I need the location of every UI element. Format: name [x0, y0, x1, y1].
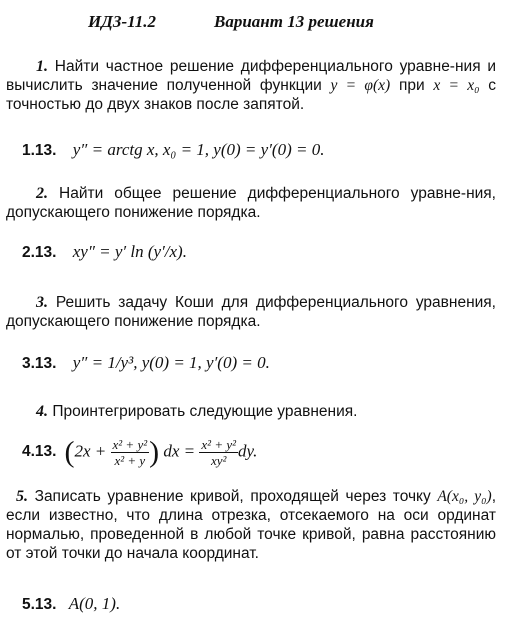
problem-4-13 — [22, 430, 257, 474]
task-1-text: 1. Найти частное решение дифференциального уравне-ния и вычислить значение полученной функции y = φ(x) при x = x₀ с точностью до двух знаков после запятой. — [6, 58, 497, 113]
task-1-number: 1. — [36, 58, 48, 75]
problem-label: 2.13. — [22, 244, 57, 261]
task-4-text: 4. Проинтегрировать следующие уравнения. — [36, 403, 358, 420]
assignment-code: ИДЗ-11.2 — [88, 12, 156, 31]
problem-label: 1.13. — [22, 142, 57, 159]
task-3-text: 3. Решить задачу Коши для дифференциального уравнения, допускающего понижение порядка. — [6, 294, 496, 330]
task-4-number: 4. — [36, 403, 48, 420]
problem-expression: A(0, 1). — [68, 594, 121, 613]
problem-expression: (2x + $\frac{\text{x² + y²}}{\text{x² + y}}$ ) dx = $\frac{\text{x² + y²}}{\text{xy²}}$ dy. — [64, 435, 258, 468]
problem-label: 4.13. — [22, 443, 57, 460]
problem-expression: xy″ = y′ ln (y′/x). — [72, 242, 187, 261]
task-5-number: 5. — [16, 488, 28, 505]
page-header — [0, 10, 529, 34]
problem-2-13 — [22, 242, 187, 262]
task-2-text: 2. Найти общее решение дифференциального уравне-ния, допускающего понижение порядка. — [6, 185, 496, 221]
problem-expression: y″ = 1/y³, y(0) = 1, y′(0) = 0. — [72, 353, 270, 372]
variant-title: Вариант 13 решения — [214, 12, 374, 31]
problem-label: 5.13. — [22, 596, 57, 613]
problem-label: 3.13. — [22, 355, 57, 372]
problem-3-13 — [22, 353, 270, 373]
problem-1-13 — [22, 140, 324, 160]
problem-5-13 — [22, 594, 120, 614]
problem-expression: y″ = arctg x, x₀ = 1, y(0) = y′(0) = 0. — [72, 140, 325, 159]
task-3-number: 3. — [36, 294, 48, 311]
fraction: $\frac{\text{x² + y²}}{\text{xy²}}$ — [201, 436, 237, 468]
task-5-text: 5. Записать уравнение кривой, проходящей через точку A(x₀, y₀), если известно, что длина отрезка, отсекаемого на оси ординат нормалью, проведенной в любой точке кривой, равна расстоянию от этой точки до начала координат. — [6, 488, 497, 562]
task-2-number: 2. — [36, 185, 48, 202]
fraction: $\frac{\text{x² + y²}}{\text{x² + y}}$ — [112, 436, 148, 468]
